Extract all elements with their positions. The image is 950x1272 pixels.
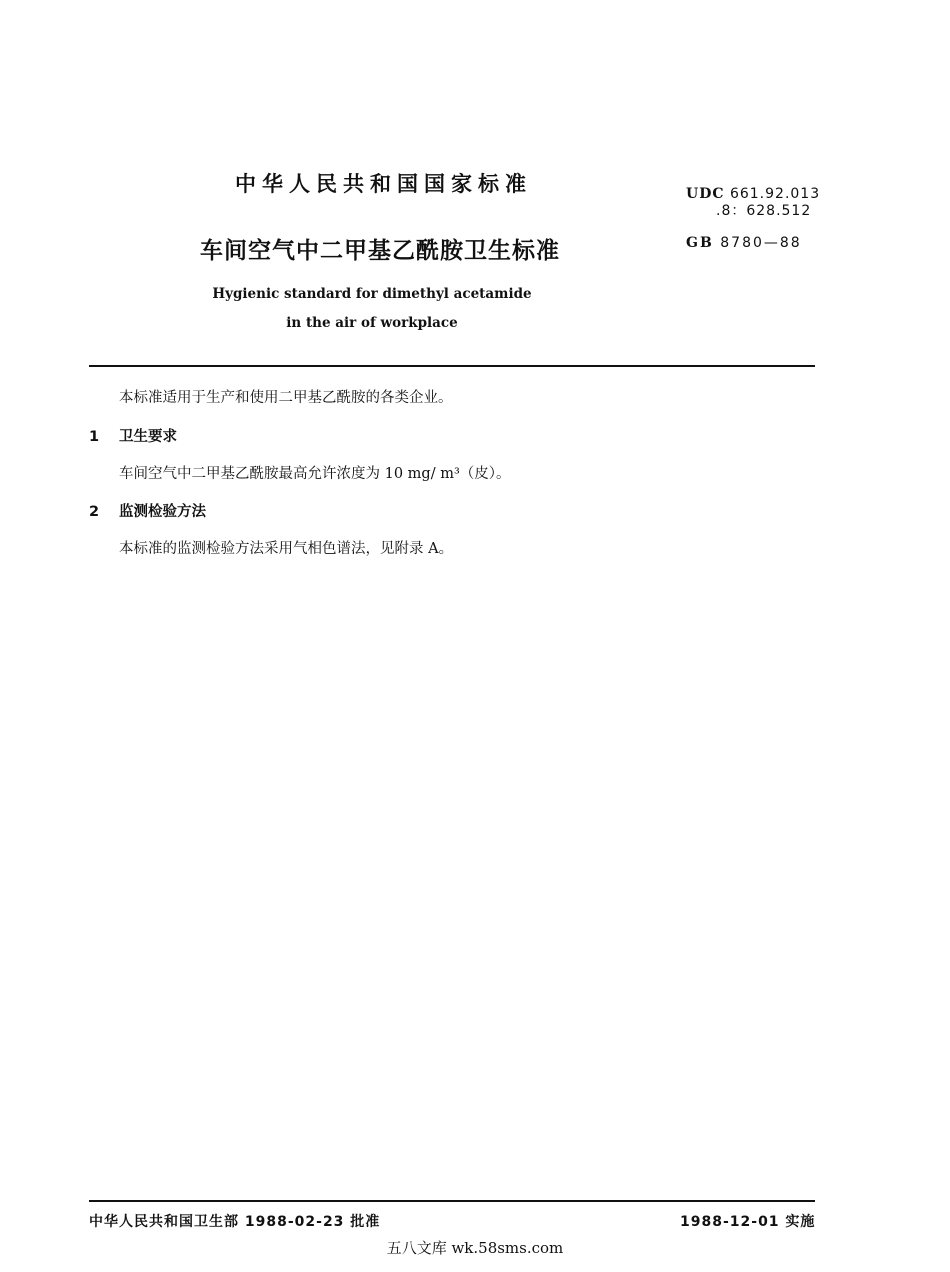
- section-1-text: 车间空气中二甲基乙酰胺最高允许浓度为 10 mg/ m³（皮）。: [119, 466, 511, 482]
- section-2-text: 本标准的监测检验方法采用气相色谱法，见附录 A。: [119, 541, 454, 557]
- section-2-title: 监测检验方法: [119, 504, 206, 520]
- gb-label: GB: [686, 235, 714, 251]
- document-title-chinese: 车间空气中二甲基乙酰胺卫生标准: [200, 238, 560, 264]
- header-divider: [89, 365, 815, 367]
- watermark-text: 五八文库 wk.58sms.com: [386, 1239, 564, 1257]
- section-1-heading: [89, 425, 177, 446]
- udc-code-line1: 661.92.013: [729, 186, 821, 202]
- udc-label: UDC: [686, 186, 725, 202]
- udc-classification: [686, 186, 820, 220]
- gb-code: 8780—88: [720, 235, 802, 251]
- approval-statement: 中华人民共和国卫生部 1988-02-23 批准: [89, 1214, 381, 1230]
- section-1-number: 1: [89, 429, 100, 445]
- english-title-line1: Hygienic standard for dimethyl acetamide: [212, 286, 532, 302]
- english-title-line2: in the air of workplace: [286, 315, 458, 331]
- gb-number: [686, 235, 802, 251]
- udc-code-line2: .8：628.512: [716, 203, 812, 219]
- document-title-english: [150, 280, 594, 338]
- implementation-date: 1988-12-01 实施: [680, 1214, 816, 1230]
- section-2-number: 2: [89, 504, 100, 520]
- national-standard-heading: 中华人民共和国国家标准: [235, 172, 532, 196]
- footer-divider: [89, 1200, 815, 1202]
- section-1-title: 卫生要求: [119, 429, 177, 445]
- section-2-heading: [89, 500, 206, 521]
- intro-paragraph: 本标准适用于生产和使用二甲基乙酰胺的各类企业。: [119, 390, 453, 406]
